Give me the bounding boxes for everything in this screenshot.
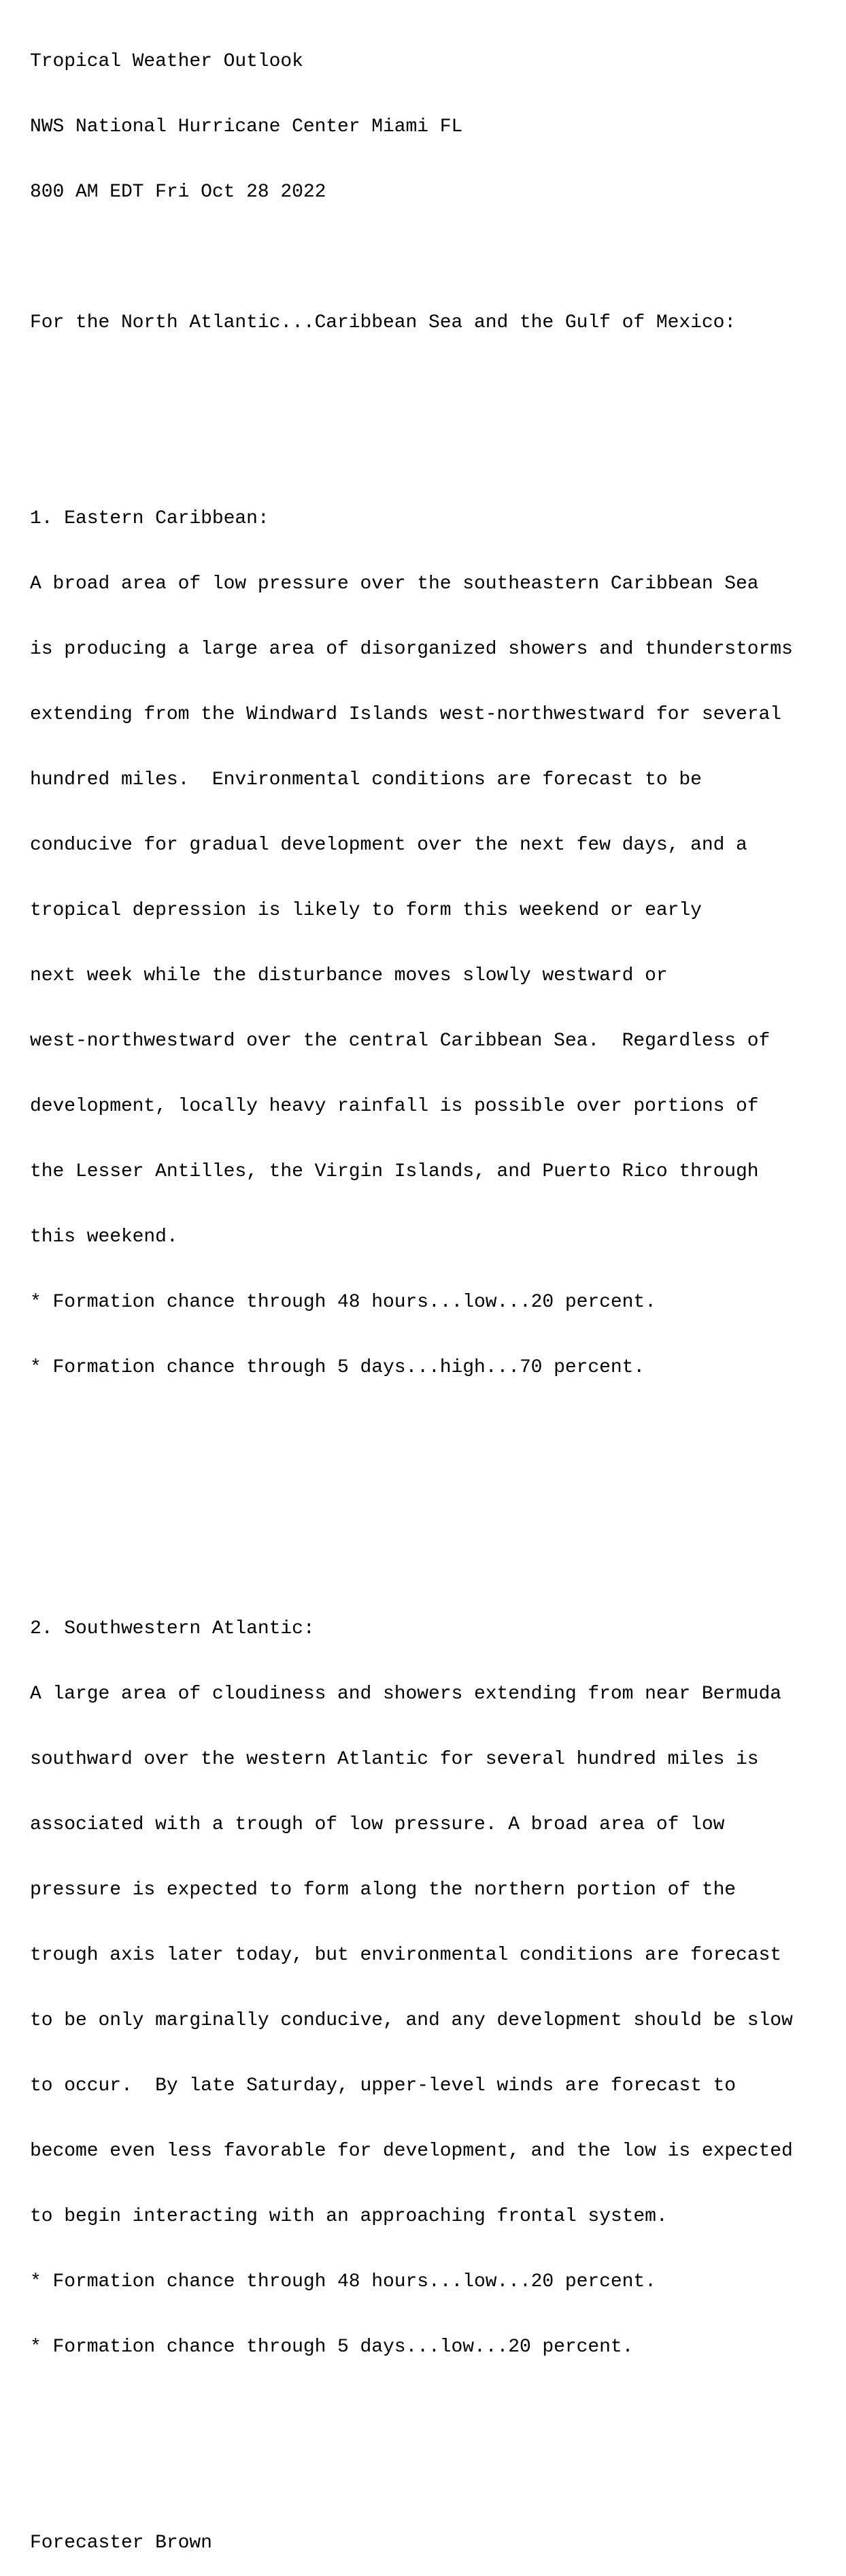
system-1-text-line: development, locally heavy rainfall is possible over portions of [30, 1096, 759, 1117]
system-1-text-line: A broad area of low pressure over the southeastern Caribbean Sea [30, 573, 759, 595]
system-2-text-line: to begin interacting with an approaching frontal system. [30, 2206, 668, 2227]
system-1-text-line: extending from the Windward Islands west-northwestward for several [30, 704, 782, 725]
system-2-chance-5d: * Formation chance through 5 days...low...20 percent. [30, 2337, 634, 2358]
system-2-chance-48h: * Formation chance through 48 hours...low...20 percent. [30, 2271, 656, 2292]
system-1-text-line: is producing a large area of disorganized showers and thunderstorms [30, 639, 793, 660]
system-2-text-line: to be only marginally conducive, and any development should be slow [30, 2010, 793, 2031]
system-1-text-line: the Lesser Antilles, the Virgin Islands, and Puerto Rico through [30, 1161, 759, 1182]
blank-line [30, 1488, 793, 1509]
system-1-text-line: west-northwestward over the central Caribbean Sea. Regardless of [30, 1031, 771, 1052]
system-2-text-line: southward over the western Atlantic for several hundred miles is [30, 1749, 759, 1770]
system-2-text-line: become even less favorable for development, and the low is expected [30, 2141, 793, 2162]
system-2-heading: 2. Southwestern Atlantic: [30, 1618, 315, 1639]
system-2-section [30, 1575, 793, 2402]
forecaster-signature: Forecaster Brown [30, 2532, 212, 2554]
system-2-text-line: trough axis later today, but environmental conditions are forecast [30, 1945, 782, 1966]
blank-line [30, 378, 793, 399]
area-intro: For the North Atlantic...Caribbean Sea and the Gulf of Mexico: [30, 312, 737, 333]
system-2-text-line: associated with a trough of low pressure. A broad area of low [30, 1814, 725, 1835]
system-1-text-line: conducive for gradual development over the next few days, and a [30, 835, 747, 856]
system-1-text-line: this weekend. [30, 1226, 178, 1248]
blank-line [30, 247, 793, 269]
system-1-text-line: hundred miles. Environmental conditions are forecast to be [30, 769, 702, 790]
system-1-text-line: tropical depression is likely to form this weekend or early [30, 900, 702, 921]
system-1-heading: 1. Eastern Caribbean: [30, 508, 269, 529]
issue-time: 800 AM EDT Fri Oct 28 2022 [30, 182, 326, 203]
system-1-text-line: next week while the disturbance moves slowly westward or [30, 965, 668, 986]
system-2-text-line: to occur. By late Saturday, upper-level winds are forecast to [30, 2075, 737, 2096]
issuing-office: NWS National Hurricane Center Miami FL [30, 116, 463, 137]
system-1-chance-5d: * Formation chance through 5 days...high...70 percent. [30, 1357, 645, 1378]
outlook-document [30, 7, 793, 2576]
system-1-chance-48h: * Formation chance through 48 hours...low...20 percent. [30, 1292, 656, 1313]
system-1-section [30, 465, 793, 1422]
blank-line [30, 2467, 793, 2489]
outlook-title: Tropical Weather Outlook [30, 51, 303, 72]
system-2-text-line: pressure is expected to form along the northern portion of the [30, 1879, 737, 1901]
system-2-text-line: A large area of cloudiness and showers extending from near Bermuda [30, 1684, 782, 1705]
